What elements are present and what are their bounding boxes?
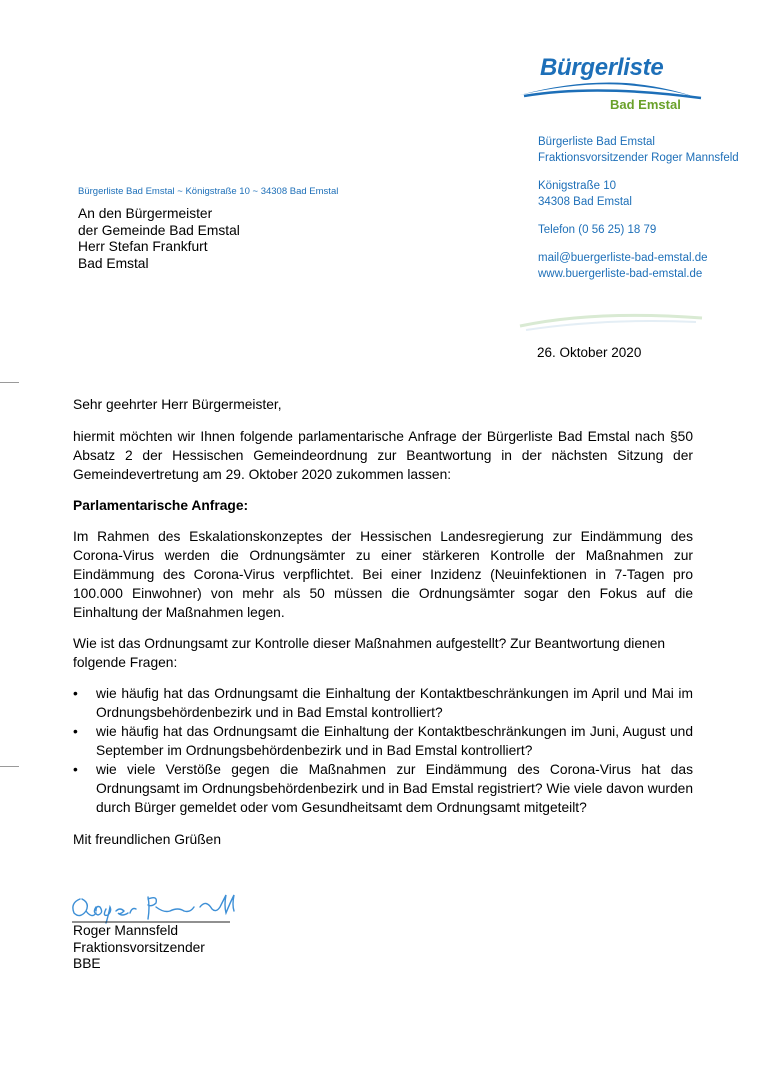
question-item — [73, 684, 693, 722]
letter-body — [73, 395, 693, 855]
handwritten-signature — [66, 889, 246, 927]
contact-chair: Fraktionsvorsitzender Roger Mannsfeld — [538, 152, 739, 164]
decorative-wave — [516, 306, 706, 336]
letter-date: 26. Oktober 2020 — [537, 345, 642, 360]
salutation: Sehr geehrter Herr Bürgermeister, — [73, 397, 282, 412]
signer-name: Roger Mannsfeld — [73, 923, 179, 938]
recipient-line: Herr Stefan Frankfurt — [78, 239, 208, 254]
recipient-line: An den Bürgermeister — [78, 206, 213, 221]
logo-subtitle: Bad Emstal — [610, 97, 681, 112]
question-text: wie häufig hat das Ordnungsamt die Einhaltung der Kontaktbeschränkungen im Juni, August und September im Ordnungsbehördenbezirk und in Bad Emstal kontrolliert? — [96, 724, 693, 758]
bullet-icon: • — [73, 724, 78, 739]
question-item — [73, 760, 693, 817]
fold-mark-bottom — [0, 766, 19, 767]
signoff-block — [73, 923, 205, 973]
contact-phone: Telefon (0 56 25) 18 79 — [538, 224, 657, 236]
signer-role: Fraktionsvorsitzender — [73, 939, 205, 955]
contact-org: Bürgerliste Bad Emstal — [538, 136, 655, 148]
section-heading: Parlamentarische Anfrage: — [73, 498, 249, 513]
logo-title: Bürgerliste — [540, 54, 664, 81]
contact-city: 34308 Bad Emstal — [538, 196, 632, 208]
recipient-line: Bad Emstal — [78, 255, 149, 271]
contact-web[interactable]: www.buergerliste-bad-emstal.de — [538, 268, 703, 280]
contact-block — [538, 134, 739, 282]
bullet-icon: • — [73, 762, 78, 777]
question-list — [73, 684, 693, 817]
sender-return-address: Bürgerliste Bad Emstal ~ Königstraße 10 ~ 34308 Bad Emstal — [78, 186, 339, 197]
intro-paragraph: hiermit möchten wir Ihnen folgende parlamentarische Anfrage der Bürgerliste Bad Emstal nach §50 Absatz 2 der Hessischen Gemeindeordnung zur Beantwortung in der nächsten Sitzung der Gemeindevertretung am 29. Oktober 2020 zukommen lassen: — [73, 429, 693, 482]
contact-street: Königstraße 10 — [538, 180, 616, 192]
letterhead-logo — [516, 50, 716, 120]
context-paragraph: Im Rahmen des Eskalationskonzeptes der Hessischen Landesregierung zur Eindämmung des Corona-Virus werden die Ordnungsämter zu einer stärkeren Kontrolle der Maßnahmen zur Eindämmung des Corona-Virus verpflichtet. Bei einer Inzidenz (Neuinfektionen in 7-Tagen pro 100.000 Einwohner) von mehr als 50 müssen die Ordnungsämter sogar den Fokus auf die Einhaltung der Maßnahmen legen. — [73, 529, 693, 620]
recipient-line: der Gemeinde Bad Emstal — [78, 222, 240, 238]
bullet-icon: • — [73, 686, 78, 701]
question-item — [73, 722, 693, 760]
contact-email[interactable]: mail@buergerliste-bad-emstal.de — [538, 252, 708, 264]
recipient-address — [78, 206, 240, 272]
question-text: wie häufig hat das Ordnungsamt die Einhaltung der Kontaktbeschränkungen im April und Mai im Ordnungsbehördenbezirk und in Bad Emstal kontrolliert? — [96, 686, 693, 720]
signer-org: BBE — [73, 956, 101, 971]
fold-mark-top — [0, 382, 19, 383]
question-text: wie viele Verstöße gegen die Maßnahmen zur Eindämmung des Corona-Virus hat das Ordnungsamt im Ordnungsbehördenbezirk und in Bad Emstal registriert? Wie viele davon wurden durch Bürger gemeldet oder vom Gesundheitsamt dem Ordnungsamt mitgeteilt? — [96, 762, 693, 815]
closing-phrase: Mit freundlichen Grüßen — [73, 832, 221, 847]
question-intro-paragraph: Wie ist das Ordnungsamt zur Kontrolle dieser Maßnahmen aufgestellt? Zur Beantwortung dienen folgende Fragen: — [73, 636, 666, 670]
